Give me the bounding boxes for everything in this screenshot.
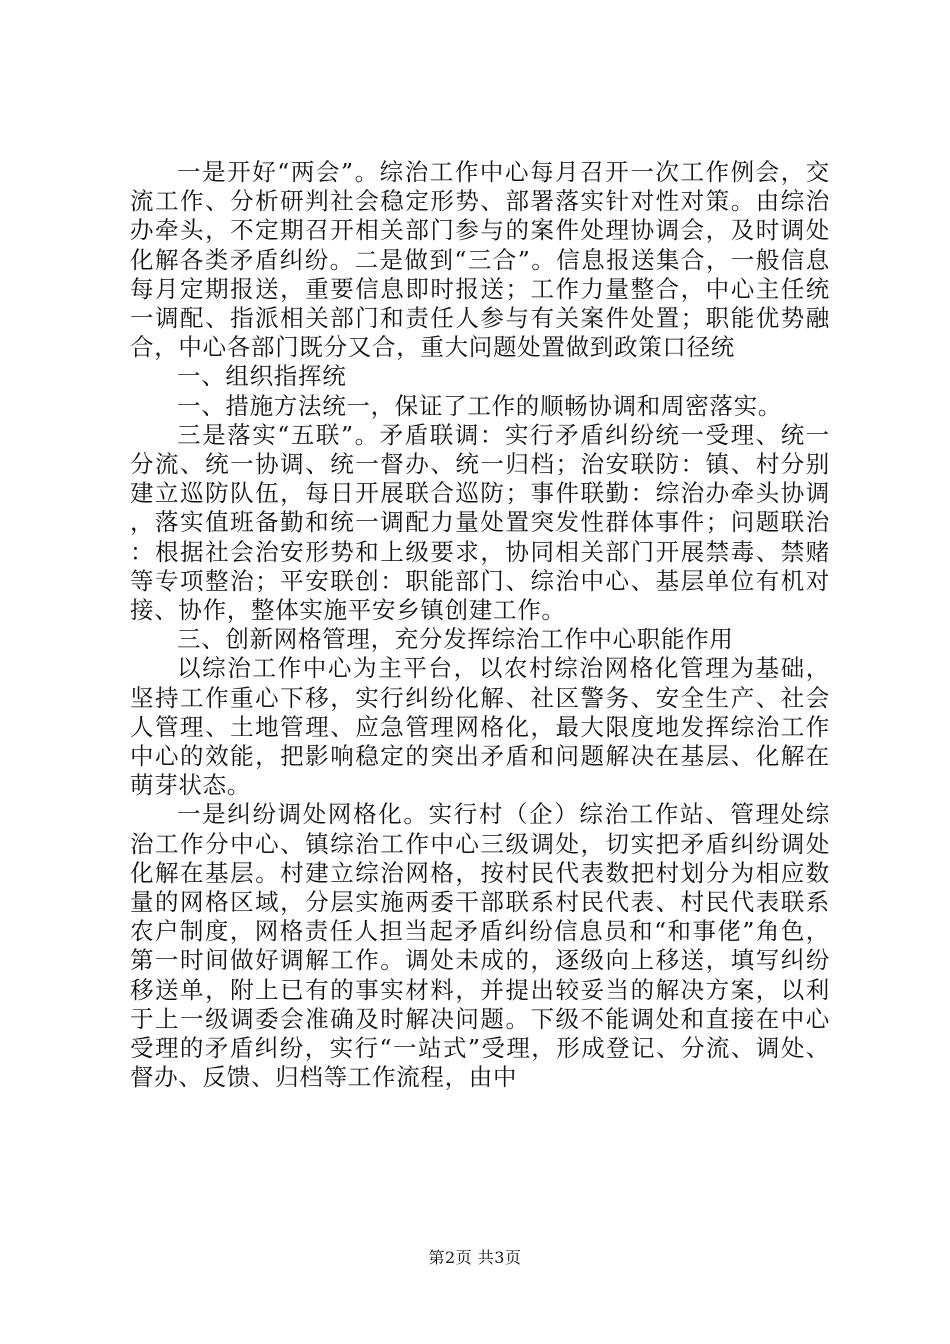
- paragraph-section-heading-1: 一、组织指挥统: [177, 362, 347, 391]
- paragraph-measures: 一、措施方法统一，保证了工作的顺畅协调和周密落实。: [177, 391, 782, 420]
- page-number-footer: 第2页 共3页: [428, 1248, 522, 1267]
- paragraph-liang-hui: 一是开好“两会”。综治工作中心每月召开一次工作例会，交流工作、分析研判社会稳定形势、部署落实针对性对策。由综治办牵头，不定期召开相关部门参与的案件处理协调会，及时调处化解各类矛盾纠纷。二是做到“三合”。信息报送集合，一般信息每月定期报送，重要信息即时报送；工作力量整合，中心主任统一调配、指派相关部门和责任人参与有关案件处置；职能优势融合，中心各部门既分又合，重大问题处置做到政策口径统: [130, 158, 830, 362]
- paragraph-dispute-grid: 一是纠纷调处网格化。实行村（企）综治工作站、管理处综治工作分中心、镇综治工作中心三级调处，切实把矛盾纠纷调处化解在基层。村建立综治网格，按村民代表数把村划分为相应数量的网格区域，分层实施两委干部联系村民代表、村民代表联系农户制度，网格责任人担当起矛盾纠纷信息员和“和事佬”角色，第一时间做好调解工作。调处未成的，逐级向上移送，填写纠纷移送单，附上已有的事实材料，并提出较妥当的解决方案，以利于上一级调委会准确及时解决问题。下级不能调处和直接在中心受理的矛盾纠纷，实行“一站式”受理，形成登记、分流、调处、督办、反馈、归档等工作流程，由中: [130, 800, 830, 1092]
- body-text: [130, 158, 830, 1093]
- paragraph-wu-lian: 三是落实“五联”。矛盾联调：实行矛盾纠纷统一受理、统一分流、统一协调、统一督办、统一归档；治安联防：镇、村分别建立巡防队伍，每日开展联合巡防；事件联勤：综治办牵头协调，落实值班备勤和统一调配力量处置突发性群体事件；问题联治：根据社会治安形势和上级要求，协同相关部门开展禁毒、禁赌等专项整治；平安联创：职能部门、综治中心、基层单位有机对接、协作，整体实施平安乡镇创建工作。: [130, 420, 830, 625]
- paragraph-main-platform: 以综治工作中心为主平台，以农村综治网格化管理为基础，坚持工作重心下移，实行纠纷化解、社区警务、安全生产、社会人管理、土地管理、应急管理网格化，最大限度地发挥综治工作中心的效能，把影响稳定的突出矛盾和问题解决在基层、化解在萌芽状态。: [130, 654, 830, 800]
- paragraph-section-heading-3: 三、创新网格管理，充分发挥综治工作中心职能作用: [177, 625, 734, 654]
